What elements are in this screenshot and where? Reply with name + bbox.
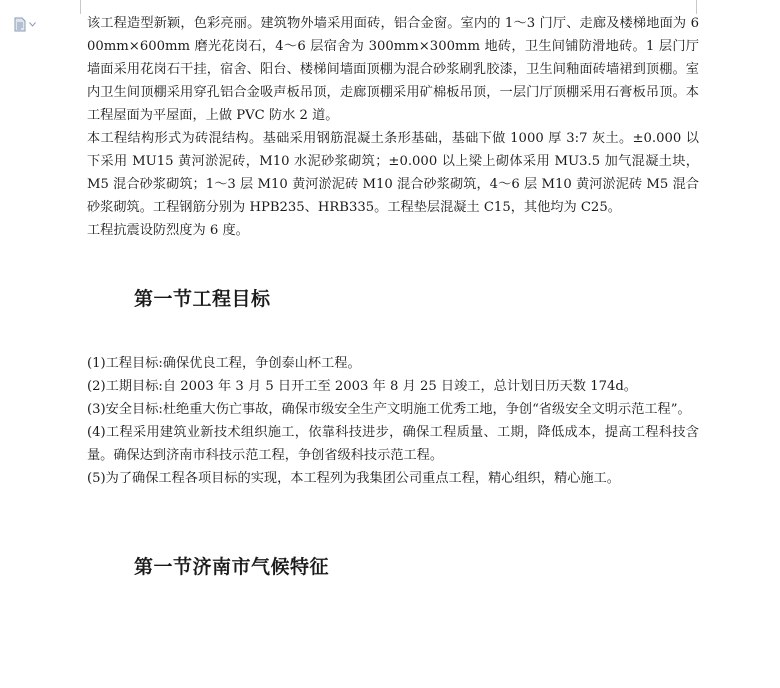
- chevron-down-icon: [29, 22, 36, 27]
- list-item: (2)工期目标:自 2003 年 3 月 5 日开工至 2003 年 8 月 25 日竣工，总计划日历天数 174d。: [87, 379, 637, 394]
- list-item: (3)安全目标:杜绝重大伤亡事故，确保市级安全生产文明施工优秀工地，争创“省级安全文明示范工程”。: [87, 402, 691, 417]
- list-item: (1)工程目标:确保优良工程，争创泰山杯工程。: [87, 356, 361, 371]
- body-paragraph: 本工程结构形式为砖混结构。基础采用钢筋混凝土条形基础，基础下做 1000 厚 3:7 灰土。±0.000 以下采用 MU15 黄河淤泥砖，M10 水泥砂浆砌筑；±0.000 以上梁上砌体采用 MU3.5 加气混凝土块，M5 混合砂浆砌筑；1～3 层 M10 黄河淤泥砖 M10 混合砂浆砌筑，4～6 层 M10 黄河淤泥砖 M5 混合砂浆砌筑。工程钢筋分别为 HPB235、HRB335。工程垫层混凝土 C15，其他均为 C25。: [87, 131, 699, 215]
- paragraph-options-button[interactable]: [14, 16, 42, 32]
- section-heading: 第一节济南市气候特征: [134, 556, 330, 578]
- document-body: [87, 12, 699, 579]
- body-paragraph: 工程抗震设防烈度为 6 度。: [87, 223, 249, 238]
- list-item: (5)为了确保工程各项目标的实现，本工程列为我集团公司重点工程，精心组织，精心施工。: [87, 471, 620, 486]
- document-icon: [14, 17, 26, 32]
- page-margin-marker-left: [80, 0, 81, 14]
- section-heading: 第一节工程目标: [134, 288, 271, 310]
- list-item: (4)工程采用建筑业新技术组织施工，依靠科技进步，确保工程质量、工期，降低成本，提高工程科技含量。确保达到济南市科技示范工程，争创省级科技示范工程。: [87, 425, 699, 463]
- body-paragraph: 该工程造型新颖，色彩亮丽。建筑物外墙采用面砖，铝合金窗。室内的 1～3 门厅、走廊及楼梯地面为 600mm×600mm 磨光花岗石，4～6 层宿舍为 300mm×300mm 地砖，卫生间铺防滑地砖。1 层门厅墙面采用花岗石干挂，宿舍、阳台、楼梯间墙面顶棚为混合砂浆刷乳胶漆，卫生间釉面砖墙裙到顶棚。室内卫生间顶棚采用穿孔铝合金吸声板吊顶，走廊顶棚采用矿棉板吊顶，一层门厅顶棚采用石膏板吊顶。本工程屋面为平屋面，上做 PVC 防水 2 道。: [87, 16, 699, 123]
